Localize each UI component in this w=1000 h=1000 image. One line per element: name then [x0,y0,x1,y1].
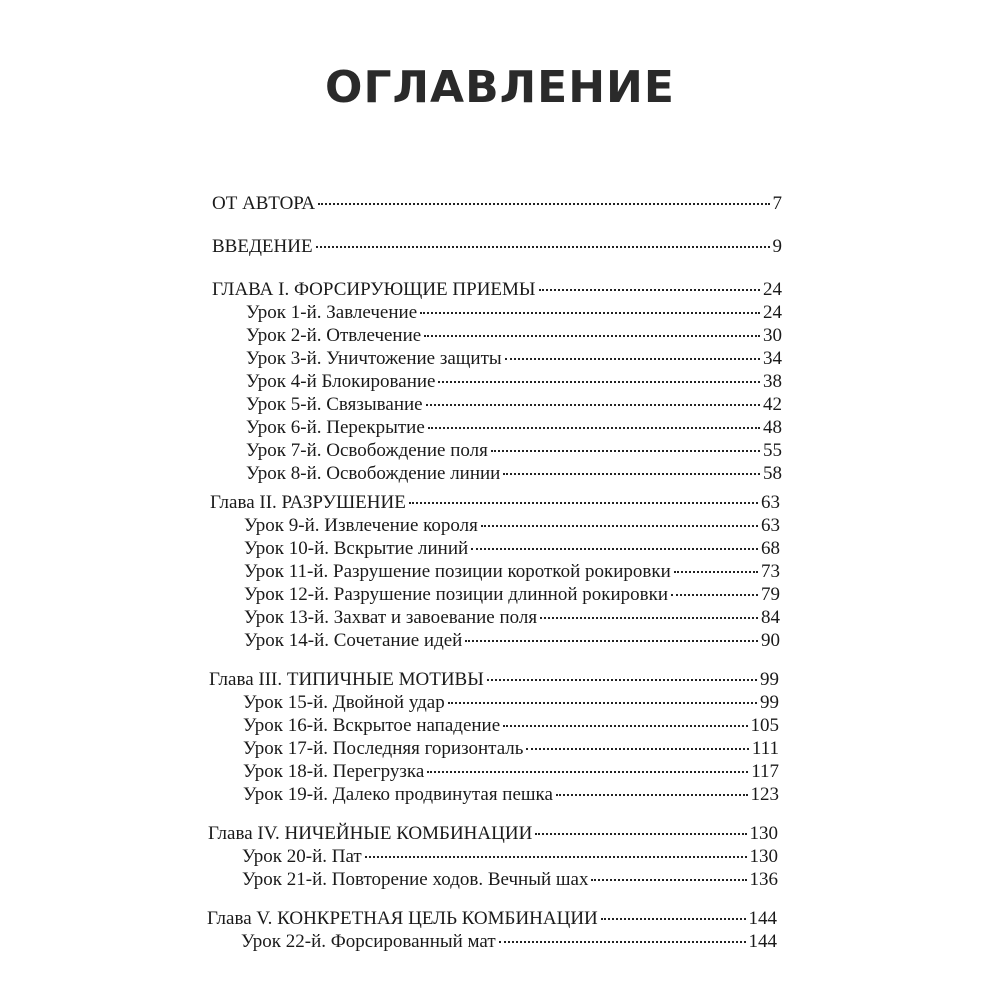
toc-chapter-2 [210,492,780,514]
toc-entry-label: Урок 5-й. Связывание [246,394,423,415]
dot-leader [505,358,760,360]
toc-entry-page: 111 [751,738,779,759]
toc-lesson [244,561,780,583]
toc-entry-page: 130 [749,846,778,867]
toc-lesson [246,417,782,439]
toc-entry-page: 24 [763,279,782,300]
toc-lesson [246,371,782,393]
toc-lesson [244,630,780,652]
toc-entry-label: Урок 16-й. Вскрытое нападение [243,715,501,736]
toc-lesson [244,584,780,606]
toc-lesson [241,931,777,953]
toc-entry-label: Урок 15-й. Двойной удар [243,692,445,713]
toc-entry-label: Глава IV. НИЧЕЙНЫЕ КОМБИНАЦИИ [208,823,533,844]
toc-entry-page: 55 [763,440,782,461]
dot-leader [409,502,758,504]
dot-leader [427,771,748,773]
dot-leader [471,548,758,550]
toc-entry-page: 9 [772,236,782,257]
toc-lesson [246,394,782,416]
toc-entry-page: 144 [748,931,777,952]
toc-entry-label: Урок 11-й. Разрушение позиции короткой рокировки [244,561,671,582]
toc-entry-label: Урок 17-й. Последняя горизонталь [243,738,524,759]
dot-leader [318,203,769,205]
toc-entry-label: Урок 13-й. Захват и завоевание поля [244,607,538,628]
dot-leader [448,702,757,704]
dot-leader [428,427,760,429]
toc-entry-label: Урок 22-й. Форсированный мат [241,931,496,952]
toc-entry-page: 123 [750,784,779,805]
dot-leader [503,725,747,727]
toc-entry-page: 117 [751,761,779,782]
toc-entry-page: 79 [761,584,780,605]
toc-lesson [244,607,780,629]
toc-lesson [243,715,779,737]
dot-leader [591,879,746,881]
toc-entry-page: 34 [763,348,782,369]
toc-entry-page: 136 [749,869,778,890]
toc-lesson [246,302,782,324]
toc-entry-label: Урок 10-й. Вскрытие линий [244,538,469,559]
toc-entry-page: 68 [761,538,780,559]
toc-lesson [242,846,778,868]
toc-entry-page: 90 [761,630,780,651]
toc-lesson [243,738,779,760]
toc-lesson [243,761,779,783]
toc-entry-label: ГЛАВА I. ФОРСИРУЮЩИЕ ПРИЕМЫ [212,279,536,300]
toc-chapter-1 [212,279,782,301]
page-title: ОГЛАВЛЕНИЕ [325,62,675,113]
toc-entry-page: 38 [763,371,782,392]
toc-entry-page: 99 [760,692,779,713]
toc-entry-page: 144 [748,908,777,929]
dot-leader [365,856,747,858]
toc-entry-label: Урок 7-й. Освобождение поля [246,440,488,461]
dot-leader [424,335,760,337]
dot-leader [540,617,758,619]
toc-lesson [246,463,782,485]
dot-leader [601,918,746,920]
toc-entry-label: Глава V. КОНКРЕТНАЯ ЦЕЛЬ КОМБИНАЦИИ [207,908,598,929]
toc-entry-page: 63 [761,515,780,536]
dot-leader [316,246,770,248]
toc-entry-label: Урок 2-й. Отвлечение [246,325,422,346]
dot-leader [556,794,748,796]
dot-leader [420,312,760,314]
toc-entry-page: 42 [763,394,782,415]
dot-leader [539,289,761,291]
toc-entry-page: 24 [763,302,782,323]
dot-leader [491,450,760,452]
dot-leader [535,833,746,835]
toc-entry-page: 58 [763,463,782,484]
toc-lesson [246,440,782,462]
toc-entry-page: 63 [761,492,780,513]
dot-leader [526,748,748,750]
toc-entry-label: Урок 3-й. Уничтожение защиты [246,348,502,369]
toc-entry-label: Урок 4-й Блокирование [246,371,436,392]
toc-lesson [243,692,779,714]
toc-entry-author [212,193,782,215]
dot-leader [438,381,760,383]
toc-lesson [242,869,778,891]
toc-chapter-4 [208,823,778,845]
toc-entry-page: 48 [763,417,782,438]
dot-leader [671,594,758,596]
toc-lesson [246,348,782,370]
toc-entry-label: Урок 9-й. Извлечение короля [244,515,478,536]
toc-lesson [246,325,782,347]
toc-entry-page: 84 [761,607,780,628]
toc-lesson [244,515,780,537]
toc-entry-label: Урок 6-й. Перекрытие [246,417,425,438]
toc-entry-label: Урок 1-й. Завлечение [246,302,418,323]
toc-entry-page: 30 [763,325,782,346]
toc-entry-introduction [212,236,782,258]
toc-entry-page: 7 [772,193,782,214]
toc-chapter-5 [207,908,777,930]
toc-entry-label: Урок 20-й. Пат [242,846,362,867]
toc-entry-label: Глава II. РАЗРУШЕНИЕ [210,492,406,513]
toc-entry-page: 73 [761,561,780,582]
toc-entry-label: Урок 14-й. Сочетание идей [244,630,463,651]
toc-chapter-3 [209,669,779,691]
toc-entry-label: Урок 19-й. Далеко продвинутая пешка [243,784,553,805]
toc-entry-label: ОТ АВТОРА [212,193,316,214]
toc-entry-label: ВВЕДЕНИЕ [212,236,313,257]
toc-entry-label: Глава III. ТИПИЧНЫЕ МОТИВЫ [209,669,484,690]
dot-leader [487,679,757,681]
dot-leader [499,941,746,943]
dot-leader [465,640,758,642]
toc-entry-page: 130 [749,823,778,844]
toc-lesson [243,784,779,806]
toc-lesson [244,538,780,560]
toc-entry-label: Урок 18-й. Перегрузка [243,761,425,782]
dot-leader [503,473,760,475]
toc-entry-label: Урок 21-й. Повторение ходов. Вечный шах [242,869,589,890]
dot-leader [426,404,760,406]
toc-entry-label: Урок 8-й. Освобождение линии [246,463,501,484]
dot-leader [481,525,758,527]
dot-leader [674,571,758,573]
toc-entry-page: 99 [760,669,779,690]
toc-entry-label: Урок 12-й. Разрушение позиции длинной рокировки [244,584,669,605]
toc-entry-page: 105 [750,715,779,736]
